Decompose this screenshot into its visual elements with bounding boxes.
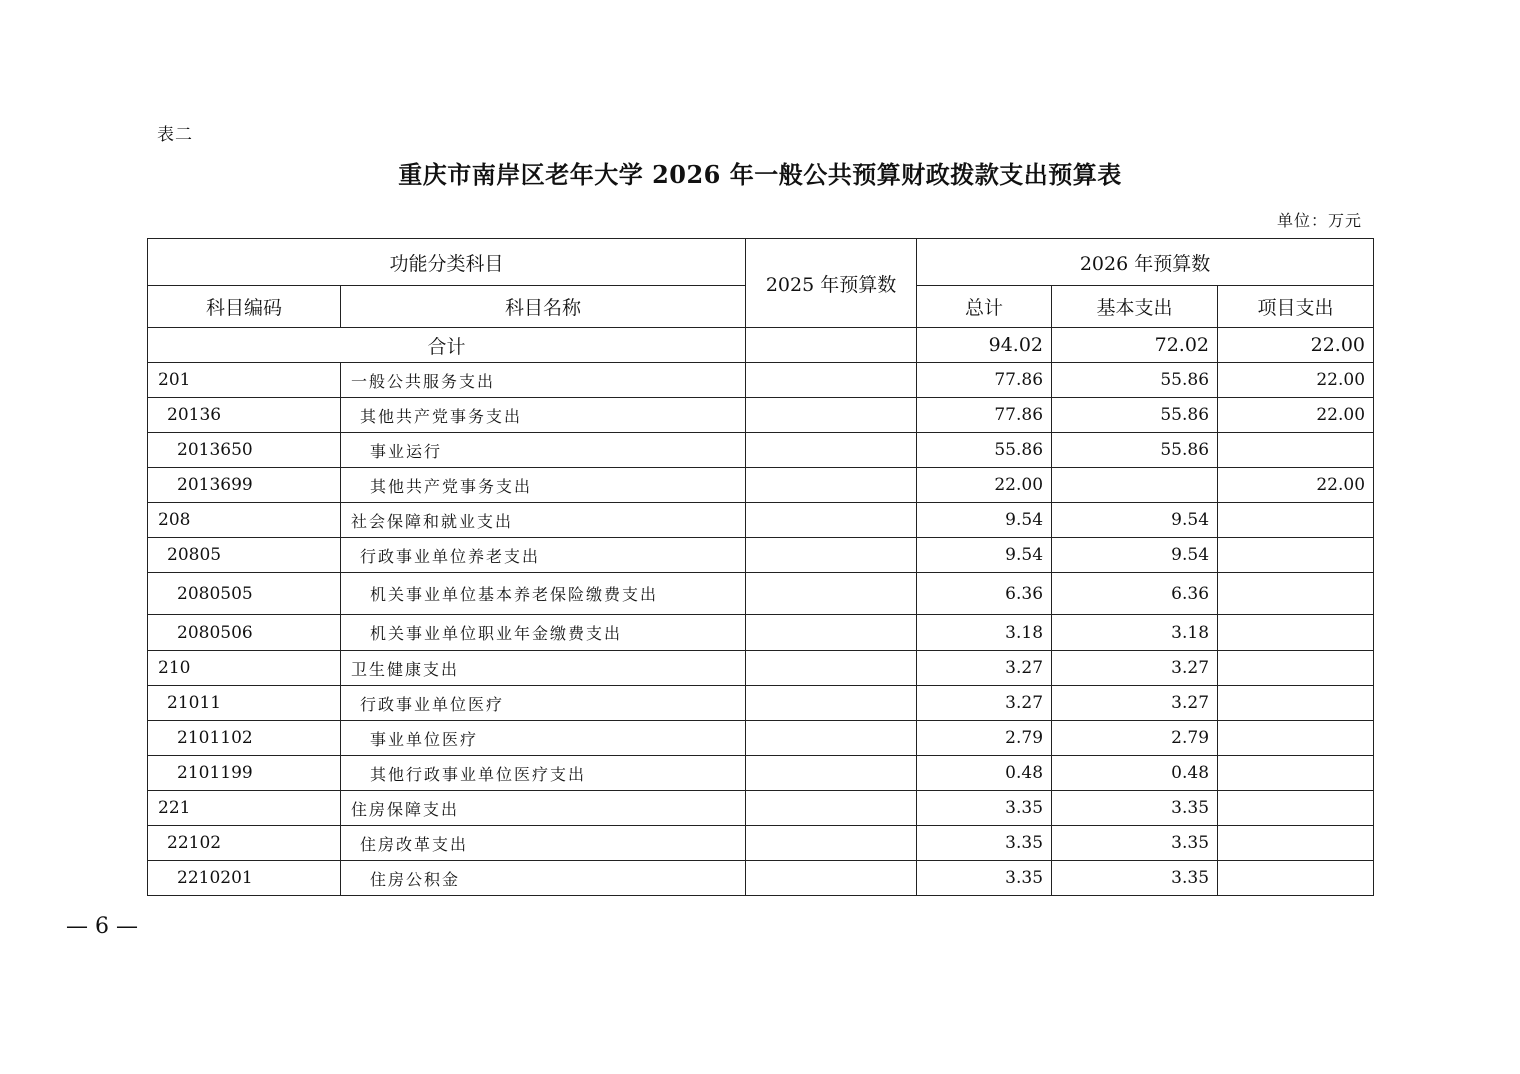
totals-label: 合计 — [148, 328, 746, 363]
row-basic: 9.54 — [1052, 538, 1218, 573]
row-code: 20136 — [148, 398, 341, 433]
row-basic: 3.18 — [1052, 615, 1218, 651]
header-code: 科目编码 — [148, 286, 341, 328]
row-basic: 3.35 — [1052, 861, 1218, 896]
totals-project: 22.00 — [1218, 328, 1374, 363]
row-name: 住房改革支出 — [341, 826, 746, 861]
row-name: 住房保障支出 — [341, 791, 746, 826]
row-budget-2025 — [746, 398, 917, 433]
table-row — [148, 756, 1374, 791]
row-project — [1218, 686, 1374, 721]
row-name: 行政事业单位医疗 — [341, 686, 746, 721]
table-row — [148, 686, 1374, 721]
row-code: 2013699 — [148, 468, 341, 503]
table-row — [148, 651, 1374, 686]
row-basic: 9.54 — [1052, 503, 1218, 538]
row-code: 2080505 — [148, 573, 341, 615]
row-basic: 3.27 — [1052, 686, 1218, 721]
row-basic: 55.86 — [1052, 398, 1218, 433]
totals-budget-2025 — [746, 328, 917, 363]
row-basic: 0.48 — [1052, 756, 1218, 791]
row-total: 9.54 — [917, 538, 1052, 573]
row-name: 机关事业单位职业年金缴费支出 — [341, 615, 746, 651]
row-code: 210 — [148, 651, 341, 686]
row-total: 3.35 — [917, 826, 1052, 861]
row-budget-2025 — [746, 686, 917, 721]
row-budget-2025 — [746, 363, 917, 398]
document-title: 重庆市南岸区老年大学 2026 年一般公共预算财政拨款支出预算表 — [398, 160, 1122, 189]
row-budget-2025 — [746, 651, 917, 686]
row-project — [1218, 861, 1374, 896]
row-budget-2025 — [746, 861, 917, 896]
row-total: 55.86 — [917, 433, 1052, 468]
row-total: 6.36 — [917, 573, 1052, 615]
header-function-category: 功能分类科目 — [148, 239, 746, 286]
header-total: 总计 — [917, 286, 1052, 328]
row-total: 3.27 — [917, 651, 1052, 686]
row-budget-2025 — [746, 791, 917, 826]
row-project — [1218, 826, 1374, 861]
row-name: 其他共产党事务支出 — [341, 468, 746, 503]
table-row — [148, 503, 1374, 538]
header-name: 科目名称 — [341, 286, 746, 328]
row-project — [1218, 791, 1374, 826]
row-budget-2025 — [746, 503, 917, 538]
table-row — [148, 615, 1374, 651]
row-project — [1218, 573, 1374, 615]
row-code: 208 — [148, 503, 341, 538]
row-basic: 2.79 — [1052, 721, 1218, 756]
row-budget-2025 — [746, 433, 917, 468]
row-project — [1218, 503, 1374, 538]
row-basic: 3.27 — [1052, 651, 1218, 686]
table-row — [148, 538, 1374, 573]
row-name: 事业运行 — [341, 433, 746, 468]
row-project — [1218, 615, 1374, 651]
row-code: 2013650 — [148, 433, 341, 468]
row-code: 22102 — [148, 826, 341, 861]
row-basic: 55.86 — [1052, 433, 1218, 468]
header-budget-2025-text: 2025 年预算数 — [765, 273, 897, 296]
table-row — [148, 363, 1374, 398]
row-total: 0.48 — [917, 756, 1052, 791]
row-code: 2080506 — [148, 615, 341, 651]
header-budget-2025 — [746, 239, 917, 328]
row-budget-2025 — [746, 826, 917, 861]
row-project: 22.00 — [1218, 363, 1374, 398]
row-project: 22.00 — [1218, 398, 1374, 433]
row-basic: 3.35 — [1052, 791, 1218, 826]
table-row — [148, 573, 1374, 615]
row-budget-2025 — [746, 756, 917, 791]
row-project: 22.00 — [1218, 468, 1374, 503]
budget-table — [147, 238, 1374, 896]
row-code: 221 — [148, 791, 341, 826]
totals-row — [148, 328, 1374, 363]
row-total: 3.27 — [917, 686, 1052, 721]
table-row — [148, 861, 1374, 896]
row-name: 住房公积金 — [341, 861, 746, 896]
row-project — [1218, 538, 1374, 573]
page-number: — 6 — — [66, 914, 138, 939]
row-basic: 55.86 — [1052, 363, 1218, 398]
header-budget-2026: 2026 年预算数 — [917, 239, 1374, 286]
row-code: 2101102 — [148, 721, 341, 756]
row-project — [1218, 756, 1374, 791]
row-total: 22.00 — [917, 468, 1052, 503]
row-total: 77.86 — [917, 398, 1052, 433]
row-name: 社会保障和就业支出 — [341, 503, 746, 538]
row-code: 20805 — [148, 538, 341, 573]
row-name: 事业单位医疗 — [341, 721, 746, 756]
row-budget-2025 — [746, 468, 917, 503]
table-row — [148, 433, 1374, 468]
row-total: 3.18 — [917, 615, 1052, 651]
table-row — [148, 398, 1374, 433]
row-budget-2025 — [746, 538, 917, 573]
table-row — [148, 826, 1374, 861]
row-total: 3.35 — [917, 791, 1052, 826]
row-name: 其他共产党事务支出 — [341, 398, 746, 433]
table-row — [148, 791, 1374, 826]
header-basic: 基本支出 — [1052, 286, 1218, 328]
row-name: 卫生健康支出 — [341, 651, 746, 686]
row-total: 3.35 — [917, 861, 1052, 896]
row-name: 其他行政事业单位医疗支出 — [341, 756, 746, 791]
row-budget-2025 — [746, 573, 917, 615]
row-total: 2.79 — [917, 721, 1052, 756]
row-basic: 6.36 — [1052, 573, 1218, 615]
table-number-label: 表二 — [157, 125, 193, 145]
row-basic — [1052, 468, 1218, 503]
row-code: 2210201 — [148, 861, 341, 896]
row-total: 9.54 — [917, 503, 1052, 538]
unit-label: 单位：万元 — [1276, 211, 1362, 230]
totals-total: 94.02 — [917, 328, 1052, 363]
row-project — [1218, 651, 1374, 686]
row-name: 机关事业单位基本养老保险缴费支出 — [341, 573, 746, 615]
header-project: 项目支出 — [1218, 286, 1374, 328]
row-name: 行政事业单位养老支出 — [341, 538, 746, 573]
row-project — [1218, 433, 1374, 468]
row-code: 21011 — [148, 686, 341, 721]
row-project — [1218, 721, 1374, 756]
row-name: 一般公共服务支出 — [341, 363, 746, 398]
row-code: 2101199 — [148, 756, 341, 791]
table-row — [148, 721, 1374, 756]
row-basic: 3.35 — [1052, 826, 1218, 861]
table-row — [148, 468, 1374, 503]
totals-basic: 72.02 — [1052, 328, 1218, 363]
row-budget-2025 — [746, 721, 917, 756]
row-total: 77.86 — [917, 363, 1052, 398]
row-code: 201 — [148, 363, 341, 398]
row-budget-2025 — [746, 615, 917, 651]
